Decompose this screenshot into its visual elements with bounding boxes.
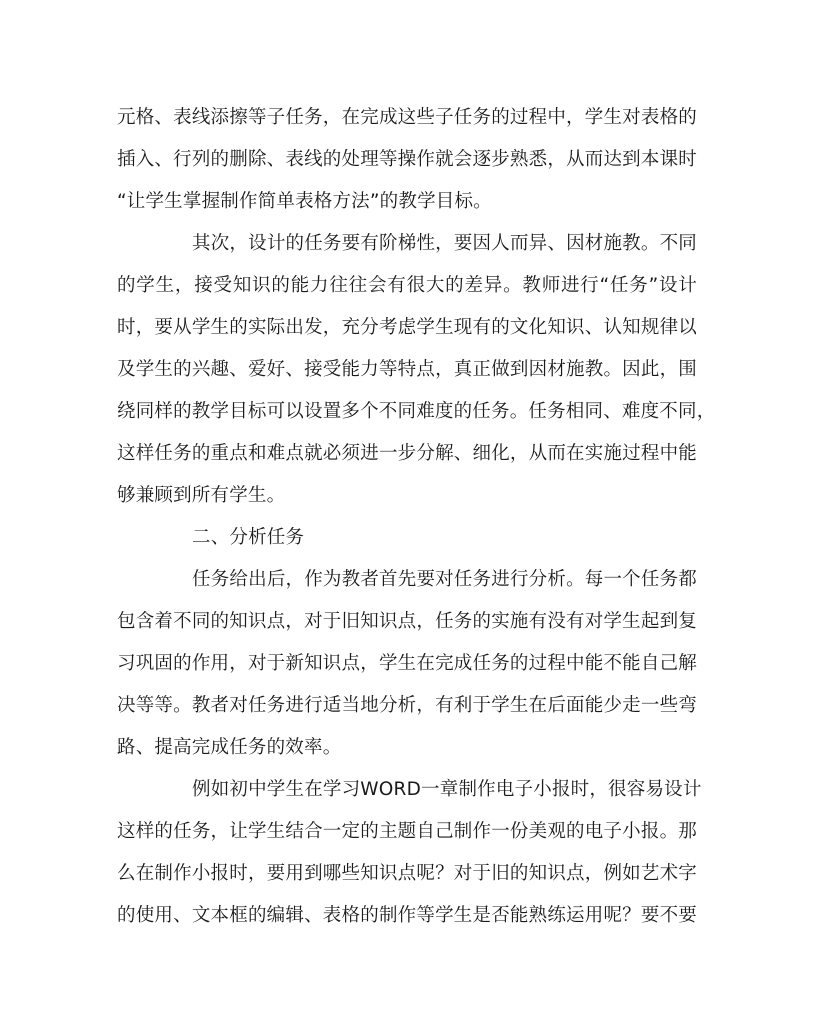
text-line: 够兼顾到所有学生。 (117, 485, 286, 506)
paragraph-first-line: 例如初中学生在学习WORD一章制作电子小报时，很容易设计 (192, 779, 702, 800)
text-line: 习巩固的作用，对于新知识点，学生在完成任务的过程中能不能自己解 (117, 653, 697, 674)
text-line: 这样任务的重点和难点就必须进一步分解、细化，从而在实施过程中能 (117, 443, 697, 464)
text-line: 包含着不同的知识点，对于旧知识点，任务的实施有没有对学生起到复 (117, 611, 697, 632)
text-line: 元格、表线添擦等子任务，在完成这些子任务的过程中，学生对表格的 (117, 107, 697, 128)
text-line: 路、提高完成任务的效率。 (117, 737, 342, 758)
text-line: 这样的任务，让学生结合一定的主题自己制作一份美观的电子小报。那 (117, 821, 697, 842)
text-line: “让学生掌握制作简单表格方法”的教学目标。 (117, 191, 492, 212)
paragraph-first-line: 其次，设计的任务要有阶梯性，要因人而异、因材施教。不同 (192, 233, 697, 254)
text-line: 的使用、文本框的编辑、表格的制作等学生是否能熟练运用呢？要不要 (117, 905, 697, 926)
section-heading: 二、分析任务 (192, 527, 305, 548)
text-line: 及学生的兴趣、爱好、接受能力等特点，真正做到因材施教。因此，围 (117, 359, 697, 380)
text-line: 插入、行列的删除、表线的处理等操作就会逐步熟悉，从而达到本课时 (117, 149, 697, 170)
text-line: 绕同样的教学目标可以设置多个不同难度的任务。任务相同、难度不同， (117, 401, 716, 422)
text-line: 的学生，接受知识的能力往往会有很大的差异。教师进行“任务”设计 (117, 275, 697, 296)
text-line: 时，要从学生的实际出发，充分考虑学生现有的文化知识、认知规律以 (117, 317, 697, 338)
paragraph-first-line: 任务给出后，作为教者首先要对任务进行分析。每一个任务都 (192, 569, 697, 590)
text-line: 决等等。教者对任务进行适当地分析，有利于学生在后面能少走一些弯 (117, 695, 697, 716)
text-line: 么在制作小报时，要用到哪些知识点呢？对于旧的知识点，例如艺术字 (117, 863, 697, 884)
